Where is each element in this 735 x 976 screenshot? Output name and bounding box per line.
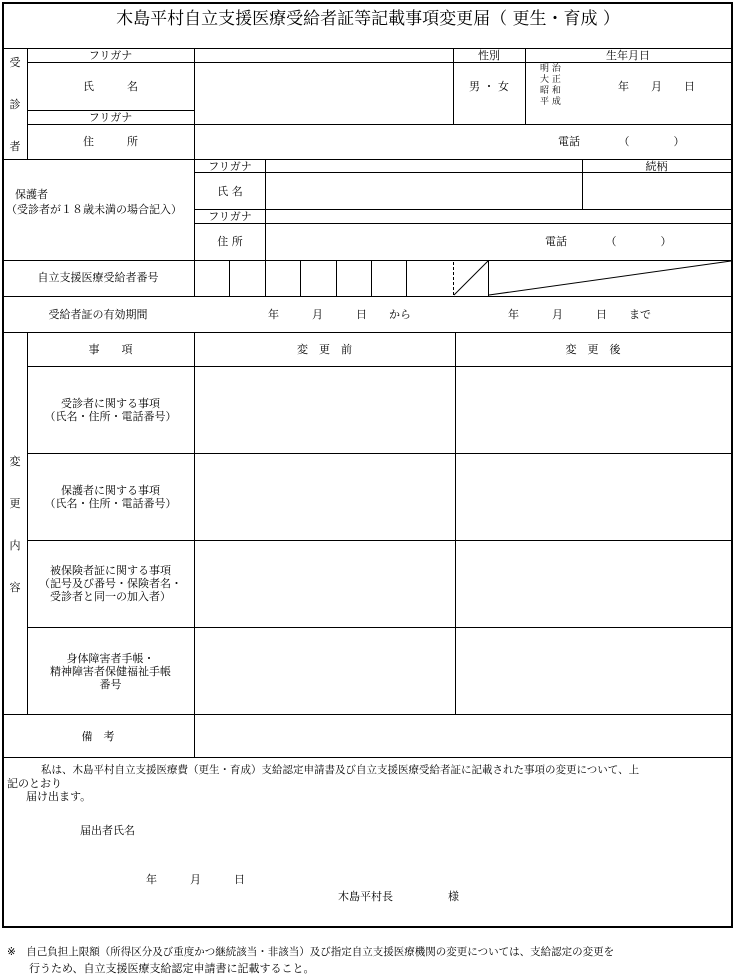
after-header: 変 更 後: [565, 343, 621, 356]
submission-date: 年 月 日: [146, 873, 245, 886]
after-input-1[interactable]: [456, 367, 731, 453]
guardian-label: 保護者: [15, 188, 48, 201]
era-taisho[interactable]: 大 正: [540, 75, 561, 85]
submitter-name-input[interactable]: [150, 820, 450, 840]
patient-phone: 電話 （ ）: [558, 135, 685, 148]
guardian-furigana-label-2: フリガナ: [208, 210, 252, 223]
sex-options[interactable]: 男 ・ 女: [469, 80, 509, 93]
frame-bottom: [2, 926, 733, 928]
validity-from: 年 月 日 から: [268, 308, 411, 321]
guardian-name-input[interactable]: [266, 173, 582, 209]
row-line: （氏名・住所・電話番号）: [44, 497, 177, 510]
guardian-furigana-label: フリガナ: [208, 160, 252, 173]
guardian-name-label: 氏 名: [217, 185, 243, 198]
patient-furigana-label: フリガナ: [88, 49, 133, 62]
row-line: 被保険者証に関する事項: [50, 564, 171, 577]
before-input-2[interactable]: [195, 454, 455, 540]
patient-label-1: 受: [9, 56, 21, 69]
patient-name-label: 氏 名: [83, 80, 138, 93]
changes-label-2: 更: [9, 497, 21, 510]
remarks-input[interactable]: [195, 715, 731, 757]
relation-header: 続柄: [645, 160, 668, 173]
era-meiji[interactable]: 明 治: [540, 64, 561, 74]
before-input-3[interactable]: [195, 541, 455, 627]
frame-right: [731, 2, 733, 928]
footnote-line-1: ※ 自己負担上限額（所得区分及び重度かつ継続該当・非該当）及び指定自立支援医療機関の変更については、支給認定の変更を: [7, 946, 615, 958]
line: [2, 757, 733, 758]
footnote-line-2: 行うため、自立支援医療支給認定申請書に記載すること。: [29, 962, 315, 975]
birthdate-header: 生年月日: [606, 49, 650, 62]
before-header: 変 更 前: [297, 343, 352, 356]
change-row-handbook: [27, 652, 194, 691]
row-line: （記号及び番号・保険者名・: [39, 577, 182, 590]
patient-address-label: 住 所: [83, 135, 138, 148]
row-line: 保護者に関する事項: [61, 484, 160, 497]
validity-to: 年 月 日 まで: [508, 308, 651, 321]
after-input-3[interactable]: [456, 541, 731, 627]
remarks-label: 備 考: [81, 730, 115, 743]
guardian-phone: 電話 （ ）: [545, 235, 672, 248]
line: [195, 209, 731, 210]
recipient-number-label: 自立支援医療受給者番号: [37, 271, 159, 284]
change-row-insurance: [27, 564, 194, 603]
after-input-4[interactable]: [456, 628, 731, 714]
row-line: 受診者に関する事項: [61, 397, 160, 410]
recipient-number-input[interactable]: [195, 261, 453, 296]
guardian-address-label: 住 所: [217, 235, 243, 248]
sex-header: 性別: [478, 49, 500, 62]
frame-left: [2, 2, 4, 928]
line: [2, 296, 733, 297]
row-line: 精神障害者保健福祉手帳: [50, 665, 171, 678]
item-header: 事 項: [88, 343, 133, 356]
addressee: 木島平村長 様: [338, 890, 459, 903]
form-title: 木島平村自立支援医療受給者証等記載事項変更届（ 更生・育成 ）: [116, 9, 620, 29]
declaration-line-2: 記のとおり: [7, 777, 62, 790]
before-input-1[interactable]: [195, 367, 455, 453]
patient-label-2: 診: [9, 98, 21, 111]
birthdate-units: 年 月 日: [618, 80, 695, 93]
line: [2, 332, 733, 333]
patient-furigana-label-2: フリガナ: [88, 111, 133, 124]
declaration-line-1: 私は、木島平村自立支援医療費（更生・育成）支給認定申請書及び自立支援医療受給者証に記載された事項の変更について、上: [41, 764, 640, 776]
row-line: 受診者と同一の加入者）: [50, 590, 171, 603]
before-input-4[interactable]: [195, 628, 455, 714]
era-showa[interactable]: 昭 和: [540, 86, 561, 96]
change-row-guardian: [27, 484, 194, 510]
patient-name-input[interactable]: [195, 63, 453, 124]
changes-label-1: 変: [9, 455, 21, 468]
guardian-note: （受診者が１８歳未満の場合記入）: [6, 203, 182, 216]
diagonal-strikes: [453, 260, 733, 296]
change-row-patient: [27, 397, 194, 423]
row-line: 身体障害者手帳・: [66, 652, 155, 665]
patient-address-input[interactable]: [195, 125, 731, 159]
era-heisei[interactable]: 平 成: [540, 97, 561, 107]
declaration-line-3: 届け出ます。: [26, 790, 92, 803]
guardian-address-input[interactable]: [266, 224, 536, 260]
changes-label-3: 内: [9, 539, 21, 552]
submitter-name-label: 届出者氏名: [80, 824, 135, 837]
row-line: 番号: [99, 678, 122, 691]
changes-label-4: 容: [9, 581, 21, 594]
validity-label: 受給者証の有効期間: [48, 308, 148, 321]
row-line: （氏名・住所・電話番号）: [44, 410, 177, 423]
frame-top: [2, 2, 733, 4]
patient-furigana-input[interactable]: [195, 49, 453, 62]
guardian-relation-input[interactable]: [583, 173, 731, 209]
patient-label-3: 者: [9, 140, 21, 153]
after-input-2[interactable]: [456, 454, 731, 540]
